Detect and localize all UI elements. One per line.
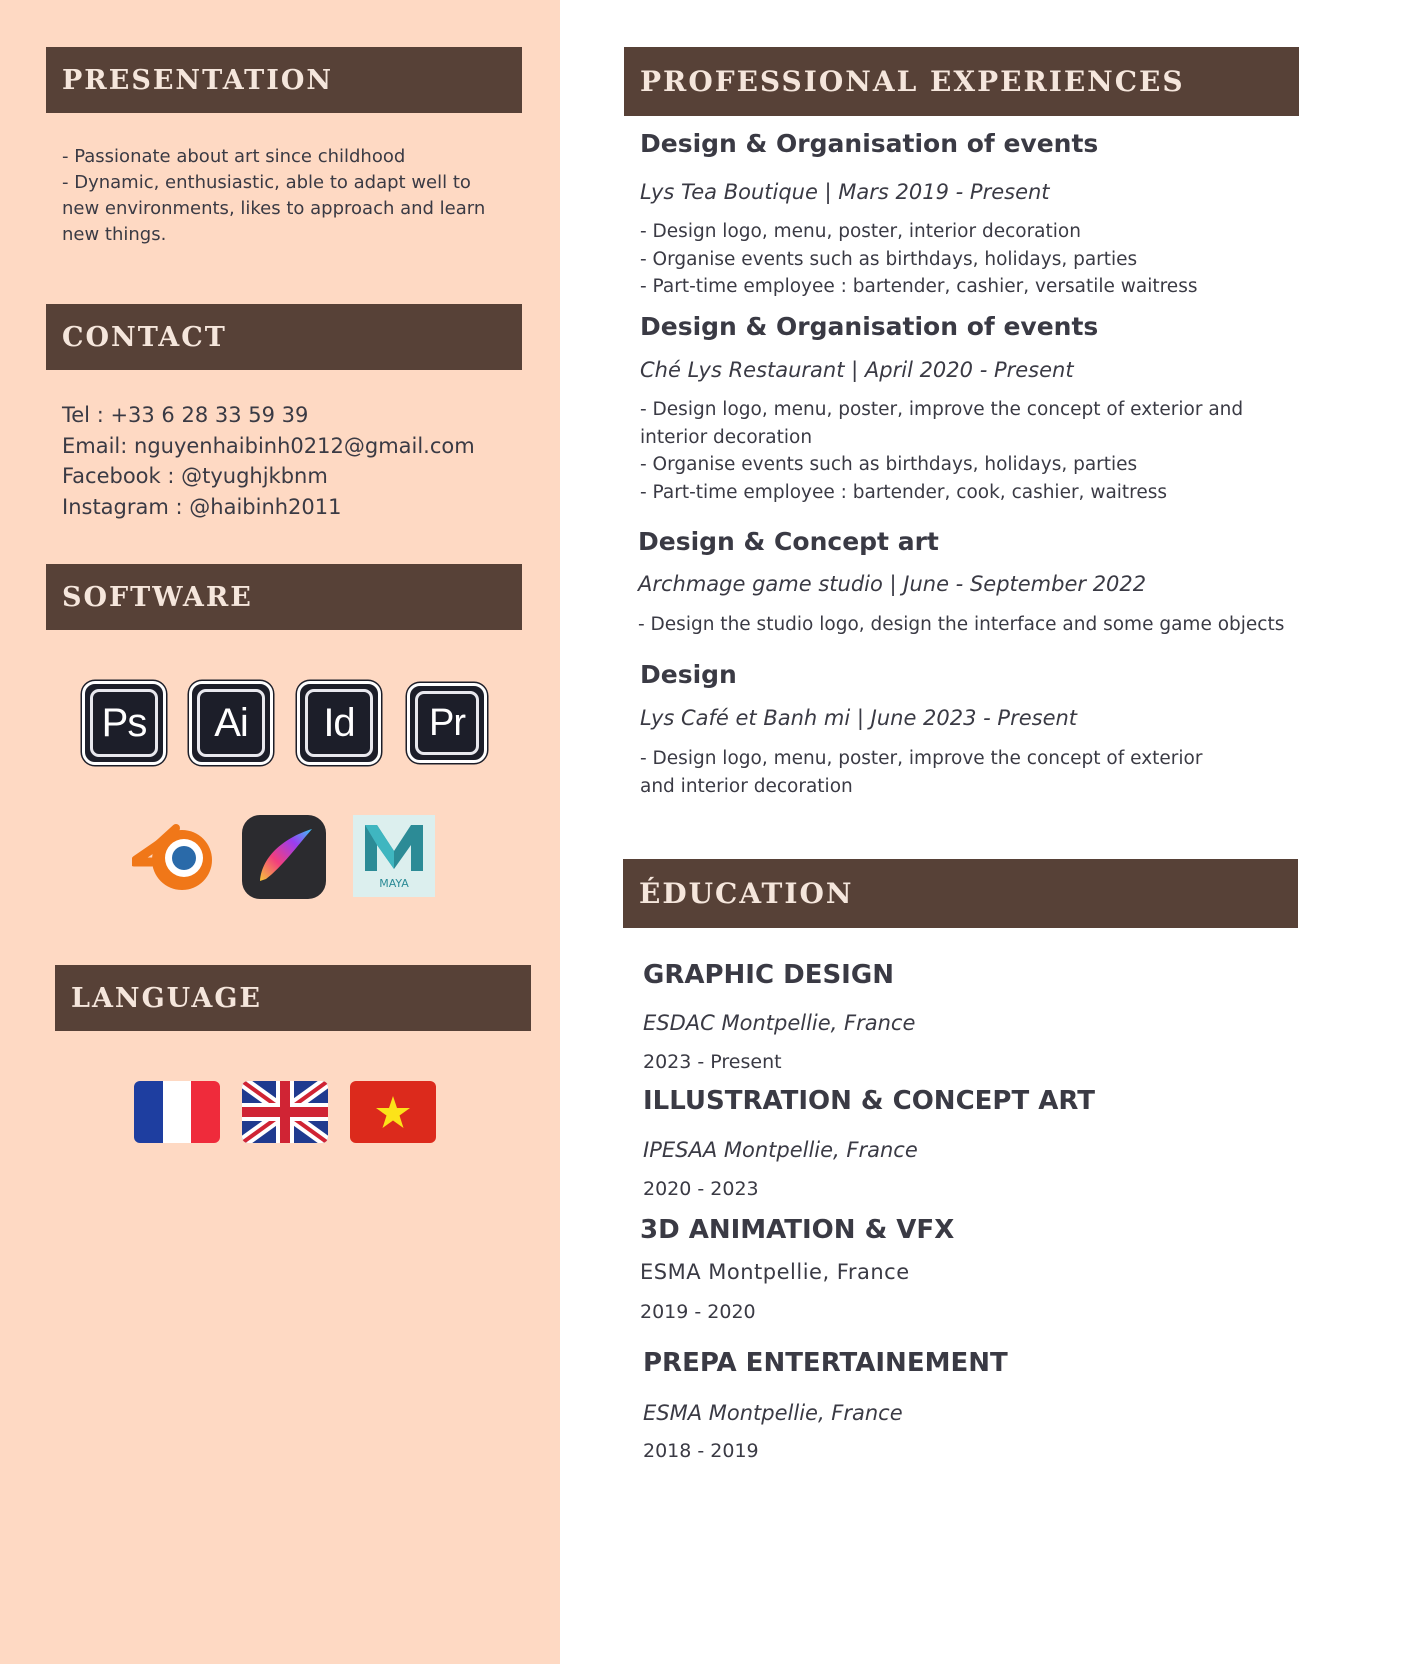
software-header [46,564,522,630]
job-bullets [640,218,1300,301]
contact-header [46,304,522,370]
education-school: IPESAA Montpellie, France [643,1138,918,1162]
education-header [623,859,1298,928]
education-title-item: 3D ANIMATION & VFX [640,1215,955,1245]
contact-title: CONTACT [62,321,227,353]
contact-list [62,400,475,522]
maya-m-icon [363,821,425,873]
job-company: Archmage game studio | June - September 2022 [638,572,1147,596]
education-school: ESMA Montpellie, France [640,1260,910,1284]
education-school: ESDAC Montpellie, France [643,1011,916,1035]
language-title: LANGUAGE [71,982,262,1014]
job-title: Design & Organisation of events [640,129,1099,158]
job-bullet: - Organise events such as birthdays, holidays, parties [640,454,1138,475]
job-bullet: - Design logo, menu, poster, improve the concept of exterior and interior decoration [640,399,1244,448]
experience-title: PROFESSIONAL EXPERIENCES [640,65,1185,98]
contact-facebook[interactable]: Facebook : @tyughjkbnm [62,464,328,488]
presentation-title: PRESENTATION [62,64,334,96]
illustrator-label: Ai [214,700,248,745]
job-title: Design & Concept art [638,527,939,556]
illustrator-icon [189,681,273,765]
job-title: Design [640,660,737,689]
premiere-icon [407,683,487,763]
uk-flag-icon [242,1081,328,1143]
job-title: Design & Organisation of events [640,312,1099,341]
experience-header [624,47,1299,116]
education-years: 2019 - 2020 [640,1301,756,1323]
job-bullet: - Design logo, menu, poster, interior decoration [640,221,1081,242]
contact-tel[interactable]: Tel : +33 6 28 33 59 39 [62,403,309,427]
education-title: ÉDUCATION [639,877,854,910]
education-years: 2018 - 2019 [643,1440,759,1462]
photoshop-label: Ps [101,700,147,745]
job-bullet: - Part-time employee : bartender, cashier, versatile waitress [640,276,1198,297]
education-school: ESMA Montpellie, France [643,1401,903,1425]
job-bullet: - Organise events such as birthdays, holidays, parties [640,248,1138,270]
job-bullets [638,611,1308,639]
education-title-item: ILLUSTRATION & CONCEPT ART [643,1086,1095,1116]
software-title: SOFTWARE [62,581,253,613]
presentation-header [46,47,522,113]
language-header [55,965,531,1031]
presentation-text [62,144,502,248]
presentation-line: - Dynamic, enthusiastic, able to adapt well to new environments, likes to approach and learn new things. [62,172,486,245]
blender-icon [132,818,222,894]
procreate-icon [242,815,326,899]
premiere-label: Pr [429,701,465,744]
presentation-line: - Passionate about art since childhood [62,146,406,167]
education-years: 2023 - Present [643,1051,782,1073]
job-company: Ché Lys Restaurant | April 2020 - Present [640,358,1074,382]
job-bullets [640,745,1240,800]
job-company: Lys Café et Banh mi | June 2023 - Present [640,706,1078,730]
job-company: Lys Tea Boutique | Mars 2019 - Present [640,180,1050,204]
maya-icon [353,815,435,897]
education-years: 2020 - 2023 [643,1178,759,1200]
indesign-label: Id [323,700,355,745]
maya-label: MAYA [379,877,409,890]
france-flag-icon [134,1081,220,1143]
contact-email[interactable]: Email: nguyenhaibinh0212@gmail.com [62,433,475,458]
photoshop-icon [82,681,166,765]
job-bullet: - Part-time employee : bartender, cook, cashier, waitress [640,481,1168,503]
contact-instagram[interactable]: Instagram : @haibinh2011 [62,494,342,519]
job-bullet: - Design the studio logo, design the interface and some game objects [638,614,1285,635]
job-bullet: - Design logo, menu, poster, improve the concept of exterior and interior decoration [640,748,1203,797]
job-bullets [640,396,1300,506]
vietnam-flag-icon [350,1081,436,1143]
education-title-item: PREPA ENTERTAINEMENT [643,1348,1008,1378]
education-title-item: GRAPHIC DESIGN [643,960,894,990]
indesign-icon [297,681,381,765]
